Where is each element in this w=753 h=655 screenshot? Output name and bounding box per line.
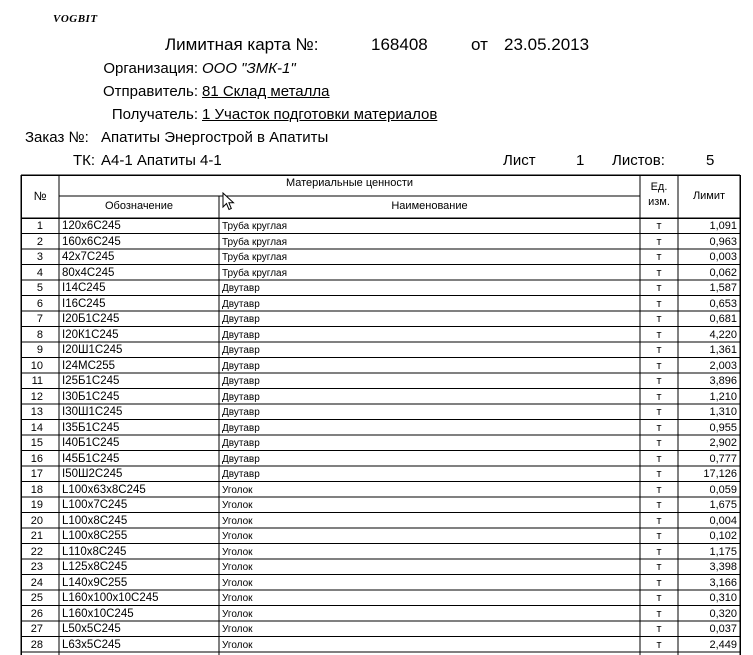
row-name: Уголок: [222, 531, 253, 542]
row-code: I25Б1C245: [62, 375, 120, 387]
doc-date: 23.05.2013: [504, 35, 590, 54]
row-name: Двутавр: [222, 422, 260, 434]
row-code: 42x7C245: [62, 251, 115, 263]
row-number: 12: [30, 390, 43, 403]
brand-logo: VOGBIT: [53, 13, 98, 25]
row-number: 6: [36, 297, 43, 310]
row-code: I50Ш2C245: [62, 468, 123, 480]
row-limit: 0,681: [709, 313, 737, 325]
row-limit: 0,310: [709, 592, 737, 604]
doc-number: 168408: [371, 35, 428, 54]
row-limit: 0,320: [709, 607, 737, 620]
row-limit: 1,175: [709, 545, 737, 558]
col-code-header: Обозначение: [104, 200, 174, 212]
row-code: I14C245: [62, 282, 106, 294]
row-number: 16: [30, 452, 43, 465]
row-code: L100x8C245: [62, 514, 128, 527]
row-name: Уголок: [222, 639, 253, 651]
row-number: 27: [30, 623, 43, 635]
row-limit: 0,102: [709, 530, 737, 542]
row-number: 2: [36, 235, 43, 248]
row-number: 11: [31, 375, 43, 387]
mouse-cursor-icon: [222, 192, 236, 212]
row-name: Уголок: [222, 515, 253, 527]
row-unit: т: [656, 421, 662, 434]
row-name: Уголок: [222, 500, 253, 511]
sheets-value: 5: [706, 152, 715, 169]
row-name: Двутавр: [222, 391, 260, 403]
row-unit: т: [656, 375, 662, 387]
row-limit: 3,398: [709, 561, 737, 573]
row-limit: 1,361: [709, 344, 737, 356]
row-limit: 0,003: [709, 251, 737, 263]
row-unit: т: [656, 592, 662, 604]
row-limit: 0,653: [709, 297, 737, 310]
col-unit-header: Ед. изм.: [648, 181, 670, 208]
row-unit: т: [656, 437, 662, 449]
col-name-header: Наименование: [391, 200, 468, 212]
row-code: 120x6C245: [62, 220, 121, 232]
row-name: Двутавр: [222, 283, 260, 294]
row-unit: т: [656, 390, 662, 403]
row-name: Уголок: [222, 593, 253, 604]
row-code: L100x8C255: [62, 530, 128, 542]
row-limit: 4,220: [709, 328, 737, 341]
row-unit: т: [656, 282, 662, 294]
row-number: 25: [30, 592, 43, 604]
row-number: 5: [36, 282, 43, 294]
row-code: L110x8C245: [62, 545, 127, 558]
row-code: L125x8C245: [62, 561, 128, 573]
row-name: Двутавр: [222, 329, 260, 341]
row-code: L140x9C255: [62, 576, 128, 589]
doc-title: Лимитная карта №:: [165, 35, 319, 54]
row-code: I30Б1C245: [62, 390, 120, 403]
row-name: Уголок: [222, 546, 253, 558]
row-number: 8: [36, 328, 43, 341]
row-unit: т: [656, 623, 662, 635]
row-limit: 2,003: [709, 359, 737, 372]
sheets-label: Листов:: [612, 152, 665, 169]
row-name: Двутавр: [222, 376, 260, 387]
row-code: I40Б1C245: [62, 437, 120, 449]
row-number: 13: [30, 406, 43, 418]
row-code: I35Б1C245: [62, 421, 120, 434]
row-name: Труба круглая: [222, 236, 288, 248]
row-unit: т: [656, 452, 662, 465]
row-unit: т: [656, 251, 662, 263]
row-number: 28: [30, 638, 43, 651]
row-number: 10: [30, 359, 43, 372]
col-num-header: №: [33, 189, 47, 203]
order-value: Апатиты Энергострой в Апатиты: [101, 129, 329, 146]
col-limit-header: Лимит: [692, 190, 726, 202]
row-limit: 0,955: [709, 421, 737, 434]
row-unit: т: [656, 638, 662, 651]
row-limit: 2,449: [709, 638, 737, 651]
row-number: 22: [30, 545, 43, 558]
row-limit: 3,896: [709, 375, 737, 387]
row-unit: т: [656, 561, 662, 573]
sender-value: 81 Склад металла: [202, 83, 330, 100]
row-unit: т: [656, 313, 662, 325]
recipient-value: 1 Участок подготовки материалов: [202, 106, 438, 123]
row-code: L50x5C245: [62, 623, 121, 635]
order-label: Заказ №:: [25, 129, 89, 146]
row-limit: 3,166: [709, 576, 737, 589]
sheet-value: 1: [576, 152, 585, 169]
row-limit: 1,587: [709, 282, 737, 294]
row-name: Уголок: [222, 624, 253, 635]
row-unit: т: [656, 576, 662, 589]
row-limit: 0,004: [709, 514, 737, 527]
row-code: 160x6C245: [62, 235, 121, 248]
row-code: I20К1C245: [62, 328, 119, 341]
tk-value: А4-1 Апатиты 4-1: [101, 152, 222, 169]
row-unit: т: [656, 499, 662, 511]
row-unit: т: [656, 297, 662, 310]
row-name: Двутавр: [222, 453, 260, 465]
row-name: Уголок: [222, 577, 253, 589]
row-limit: 1,675: [709, 499, 737, 511]
row-unit: т: [656, 220, 662, 232]
row-unit: т: [656, 545, 662, 558]
row-name: Двутавр: [222, 438, 260, 449]
row-name: Труба круглая: [222, 267, 288, 279]
row-number: 20: [30, 514, 43, 527]
row-number: 1: [36, 220, 43, 232]
row-code: I20Ш1C245: [62, 344, 123, 356]
row-name: Двутавр: [222, 407, 260, 418]
row-number: 23: [30, 561, 43, 573]
row-name: Труба круглая: [222, 252, 288, 263]
row-name: Уголок: [222, 484, 253, 496]
row-unit: т: [656, 607, 662, 620]
date-prefix: от: [471, 35, 488, 54]
sender-label: Отправитель:: [103, 83, 198, 100]
row-name: Двутавр: [222, 345, 260, 356]
row-limit: 17,126: [703, 468, 737, 480]
row-limit: 0,062: [709, 266, 737, 279]
row-name: Уголок: [222, 608, 253, 620]
row-limit: 0,037: [709, 623, 737, 635]
row-limit: 0,963: [709, 235, 737, 248]
row-code: L100x7C245: [62, 499, 128, 511]
recipient-label: Получатель:: [111, 106, 198, 123]
row-code: I20Б1C245: [62, 313, 120, 325]
row-unit: т: [656, 328, 662, 341]
row-number: 19: [30, 499, 43, 511]
row-number: 17: [30, 468, 43, 480]
row-unit: т: [656, 468, 662, 480]
row-limit: 0,777: [709, 452, 737, 465]
tk-label: ТК:: [73, 152, 96, 169]
row-number: 3: [36, 251, 43, 263]
row-limit: 1,310: [709, 406, 737, 418]
row-code: I24МC255: [62, 359, 116, 372]
row-code: I30Ш1C245: [62, 406, 123, 418]
row-code: I45Б1C245: [62, 452, 120, 465]
org-label: Организация:: [103, 60, 198, 77]
row-number: 15: [30, 437, 43, 449]
row-limit: 0,059: [709, 483, 737, 496]
row-limit: 1,210: [709, 390, 737, 403]
col-group-header: Материальные ценности: [285, 177, 414, 189]
row-number: 4: [36, 266, 43, 279]
row-number: 18: [30, 483, 43, 496]
row-code: L160x100x10C245: [62, 592, 159, 604]
row-unit: т: [656, 406, 662, 418]
row-code: L160x10C245: [62, 607, 134, 620]
row-unit: т: [656, 483, 662, 496]
row-name: Двутавр: [222, 298, 260, 310]
row-limit: 1,091: [709, 220, 737, 232]
row-unit: т: [656, 266, 662, 279]
row-code: 80x4C245: [62, 266, 115, 279]
row-unit: т: [656, 359, 662, 372]
row-unit: т: [656, 344, 662, 356]
row-number: 9: [36, 344, 43, 356]
row-number: 7: [36, 313, 43, 325]
row-unit: т: [656, 530, 662, 542]
row-number: 26: [30, 607, 43, 620]
row-unit: т: [656, 235, 662, 248]
row-unit: т: [656, 514, 662, 527]
row-name: Двутавр: [222, 360, 260, 372]
row-number: 14: [30, 421, 43, 434]
row-limit: 2,902: [709, 437, 737, 449]
row-name: Труба круглая: [222, 221, 288, 232]
row-name: Двутавр: [222, 314, 260, 325]
row-code: L63x5C245: [62, 638, 121, 651]
row-name: Уголок: [222, 562, 253, 573]
row-number: 21: [30, 530, 43, 542]
row-number: 24: [30, 576, 43, 589]
row-code: L100x63x8C245: [62, 483, 146, 496]
row-code: I16C245: [62, 297, 106, 310]
org-value: ООО "ЗМК-1": [202, 60, 296, 77]
row-name: Двутавр: [222, 469, 260, 480]
sheet-label: Лист: [503, 152, 536, 169]
